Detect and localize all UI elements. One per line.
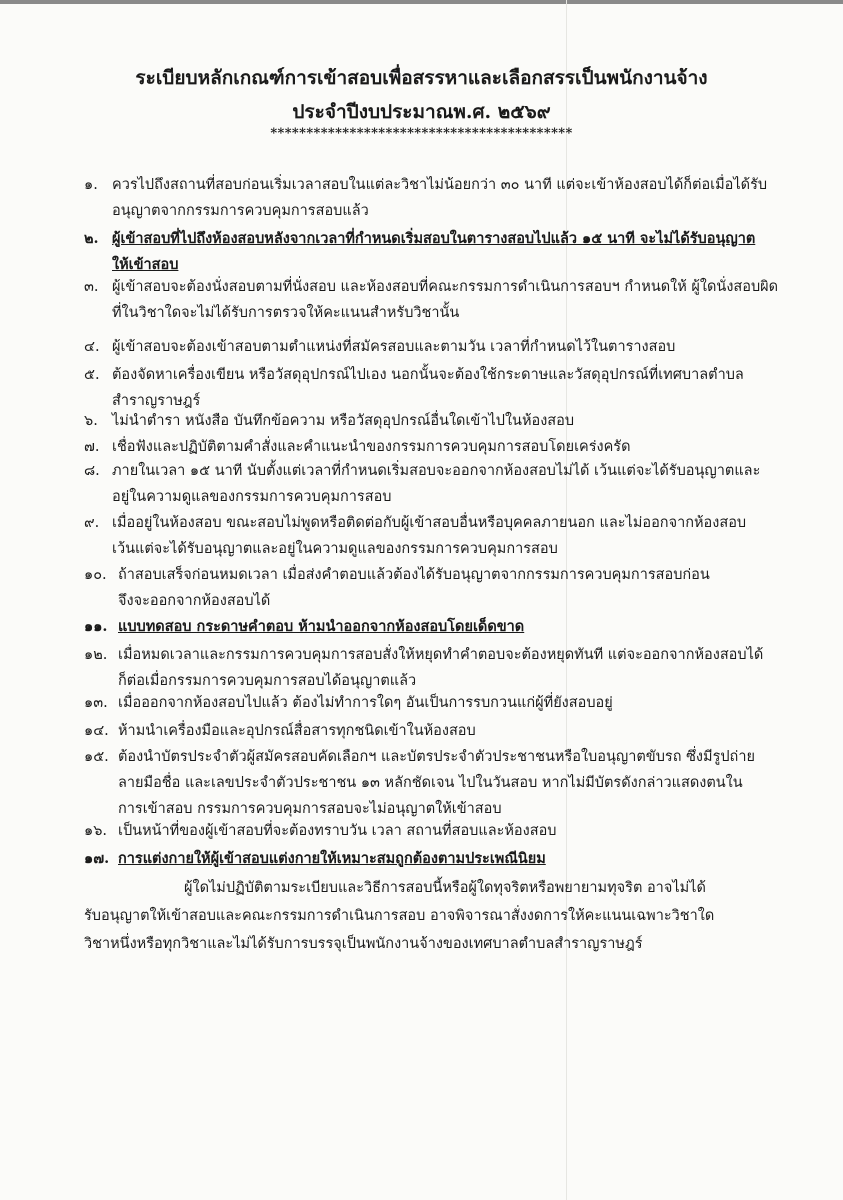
document-title: ระเบียบหลักเกณฑ์การเข้าสอบเพื่อสรรหาและเลือกสรรเป็นพนักงานจ้าง: [135, 67, 708, 89]
rule-text: เป็นหน้าที่ของผู้เข้าสอบที่จะต้องทราบวัน เวลา สถานที่สอบและห้องสอบ: [118, 823, 557, 839]
rule-text-continued: ก็ต่อเมื่อกรรมการควบคุมการสอบได้อนุญาตแล้ว: [118, 673, 417, 689]
rule-number: ๑๖.: [84, 823, 108, 839]
rule-number: ๘.: [84, 463, 100, 479]
rule-text: ผู้เข้าสอบที่ไปถึงห้องสอบหลังจากเวลาที่กำหนดเริ่มสอบในตารางสอบไปแล้ว ๑๕ นาที จะไม่ได้รับอนุญาต: [112, 230, 756, 247]
rule-number: ๑.: [84, 177, 98, 193]
rule-number: ๔.: [84, 339, 100, 355]
rule-text: ถ้าสอบเสร็จก่อนหมดเวลา เมื่อส่งคำตอบแล้วต้องได้รับอนุญาตจากกรรมการควบคุมการสอบก่อน: [118, 567, 710, 583]
rule-number: ๖.: [84, 413, 98, 429]
rule-text: ภายในเวลา ๑๕ นาที นับตั้งแต่เวลาที่กำหนดเริ่มสอบจะออกจากห้องสอบไม่ได้ เว้นแต่จะได้รับอนุญาตและ: [112, 463, 761, 479]
document-subtitle: ประจำปีงบประมาณพ.ศ. ๒๕๖๙: [292, 101, 551, 123]
rule-text: แบบทดสอบ กระดาษคำตอบ ห้ามนำออกจากห้องสอบโดยเด็ดขาด: [118, 618, 525, 635]
rule-number: ๑๒.: [84, 647, 108, 663]
rule-number: ๒.: [84, 230, 99, 247]
rule-text: ผู้เข้าสอบจะต้องนั่งสอบตามที่นั่งสอบ และห้องสอบที่คณะกรรมการดำเนินการสอบฯ กำหนดให้ ผู้ใดนั่งสอบผิด: [112, 279, 779, 295]
rule-text: ห้ามนำเครื่องมือและอุปกรณ์สื่อสารทุกชนิดเข้าในห้องสอบ: [118, 723, 476, 739]
rule-text: ต้องจัดหาเครื่องเขียน หรือวัสดุอุปกรณ์ไปเอง นอกนั้นจะต้องใช้กระดาษและวัสดุอุปกรณ์ที่เทศบาลตำบล: [112, 367, 744, 383]
rule-text-continued: ให้เข้าสอบ: [112, 256, 179, 273]
closing-line: รับอนุญาตให้เข้าสอบและคณะกรรมการดำเนินการสอบ อาจพิจารณาสั่งงดการให้คะแนนเฉพาะวิชาใด: [84, 908, 715, 924]
rule-number: ๑๗.: [84, 850, 110, 867]
rule-text-continued: สำราญราษฎร์: [112, 393, 201, 409]
rule-text: เชื่อฟังและปฏิบัติตามคำสั่งและคำแนะนำของกรรมการควบคุมการสอบโดยเคร่งครัด: [112, 439, 631, 455]
closing-line: ผู้ใดไม่ปฏิบัติตามระเบียบและวิธีการสอบนี้หรือผู้ใดทุจริตหรือพยายามทุจริต อาจไม่ได้: [184, 880, 706, 896]
rule-text: ไม่นำตำรา หนังสือ บันทึกข้อความ หรือวัสดุอุปกรณ์อื่นใดเข้าไปในห้องสอบ: [112, 413, 575, 429]
rule-text-continued: ลายมือชื่อ และเลขประจำตัวประชาชน ๑๓ หลักชัดเจน ไปในวันสอบ หากไม่มีบัตรดังกล่าวแสดงตนใน: [118, 775, 743, 791]
rule-text-continued: อนุญาตจากกรรมการควบคุมการสอบแล้ว: [112, 203, 369, 219]
rule-text: เมื่อหมดเวลาและกรรมการควบคุมการสอบสั่งให้หยุดทำคำตอบจะต้องหยุดทันที แต่จะออกจากห้องสอบได้: [118, 647, 764, 663]
rule-text: เมื่อออกจากห้องสอบไปแล้ว ต้องไม่ทำการใดๆ อันเป็นการรบกวนแก่ผู้ที่ยังสอบอยู่: [118, 695, 613, 711]
rule-text: ต้องนำบัตรประจำตัวผู้สมัครสอบคัดเลือกฯ และบัตรประจำตัวประชาชนหรือใบอนุญาตขับรถ ซึ่งมีรูปถ่าย: [118, 749, 755, 765]
rule-text: เมื่ออยู่ในห้องสอบ ขณะสอบไม่พูดหรือติดต่อกับผู้เข้าสอบอื่นหรือบุคคลภายนอก และไม่ออกจากห้องสอบ: [112, 515, 747, 531]
rule-number: ๑๕.: [84, 749, 109, 765]
rule-number: ๑๑.: [84, 618, 108, 635]
rule-number: ๕.: [84, 367, 100, 383]
rule-number: ๑๐.: [84, 567, 107, 583]
rule-text-continued: เว้นแต่จะได้รับอนุญาตและอยู่ในความดูแลของกรรมการควบคุมการสอบ: [112, 541, 558, 557]
rule-text: การแต่งกายให้ผู้เข้าสอบแต่งกายให้เหมาะสมถูกต้องตามประเพณีนิยม: [118, 850, 546, 867]
rule-number: ๙.: [84, 515, 100, 531]
rule-text-continued: จึงจะออกจากห้องสอบได้: [118, 593, 271, 609]
rule-text: ควรไปถึงสถานที่สอบก่อนเริ่มเวลาสอบในแต่ละวิชาไม่น้อยกว่า ๓๐ นาที แต่จะเข้าห้องสอบได้ก็ต่อเมื่อได้รับ: [112, 177, 768, 193]
rule-number: ๑๔.: [84, 723, 109, 739]
title-separator: ******************************************: [270, 126, 573, 141]
rule-text: ผู้เข้าสอบจะต้องเข้าสอบตามตำแหน่งที่สมัครสอบและตามวัน เวลาที่กำหนดไว้ในตารางสอบ: [112, 339, 676, 355]
rule-number: ๗.: [84, 439, 100, 455]
rule-text-continued: ที่ในวิชาใดจะไม่ได้รับการตรวจให้คะแนนสำหรับวิชานั้น: [112, 305, 460, 321]
closing-line: วิชาหนึ่งหรือทุกวิชาและไม่ได้รับการบรรจุเป็นพนักงานจ้างของเทศบาลตำบลสำราญราษฎร์: [84, 936, 643, 952]
rule-number: ๓.: [84, 279, 99, 295]
rule-number: ๑๓.: [84, 695, 108, 711]
rule-text-continued: อยู่ในความดูแลของกรรมการควบคุมการสอบ: [112, 489, 392, 505]
rule-text-continued: การเข้าสอบ กรรมการควบคุมการสอบจะไม่อนุญาตให้เข้าสอบ: [118, 801, 502, 817]
